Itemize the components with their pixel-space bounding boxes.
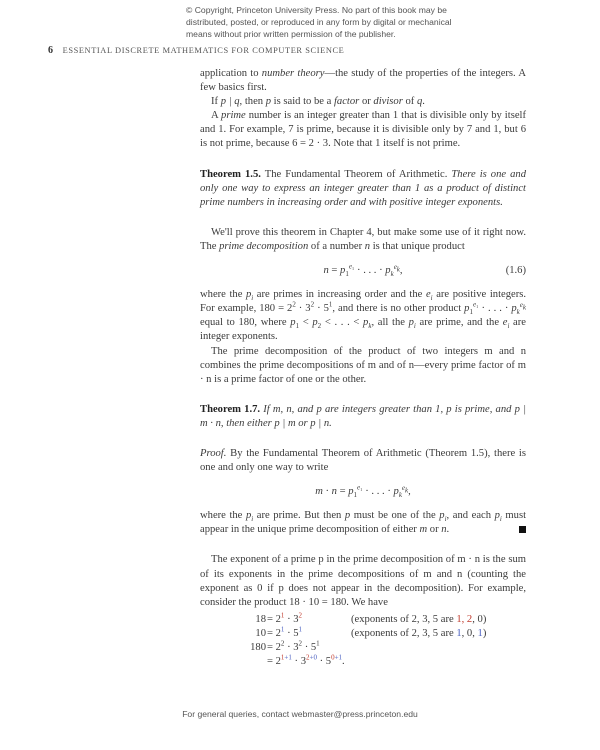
proof-label: Proof.	[200, 447, 227, 459]
theorem-1-5: Theorem 1.5. The Fundamental Theorem of Arithmetic. There is one and only one way to express an integer greater than 1 as a product of distinct prime numbers in increasing order and with positive integer exponents.	[200, 168, 526, 208]
theorem-1-7: Theorem 1.7. If m, n, and p are integers greater than 1, p is prime, and p | m · n, then either p | m or p | n.	[200, 403, 526, 429]
paragraph-exponent-sum: The exponent of a prime p in the prime decomposition of m · n is the sum of its exponents in the prime decompositions of m and n (counting the exponent as 0 if p does not appear in the decomposition). For example, consider the product 18 · 10 = 180. We have	[200, 554, 526, 608]
paragraph-product-decomposition: The prime decomposition of the product of two integers m and n combines the prime decompositions of m and of n—every prime factor of m · n is a prime factor of one or the other.	[200, 345, 526, 385]
copyright-line-1: © Copyright, Princeton University Press. No part of this book may be	[186, 5, 447, 15]
paragraph-intro: application to number theory—the study of the properties of the integers. A few basics first.	[200, 68, 527, 94]
book-title: ESSENTIAL DISCRETE MATHEMATICS FOR COMPUTER SCIENCE	[62, 46, 345, 55]
paragraph-decomposition-example: where the $p_i$ are primes in increasing order and the $e_i$ are positive integers. For example, $180 = 2^2 \cdot 3^2 \cdot 5^1$, and there is no other product $p_1^{e_1}$ · . . . · $p_k^{e_k}$ equal to 180, where $p_1 < p_2$ < . . . < $p_k$, all the $p_i$ are prime, and the $e_i$ are integer exponents.	[200, 289, 527, 343]
page-body	[200, 67, 526, 610]
copyright-notice	[186, 4, 486, 40]
copyright-line-3: means without prior written permission of the publisher.	[186, 29, 396, 39]
paragraph-proof-end: where the $p_i$ are prime. But then p must be one of the $p_i$, and each $p_i$ must appear in the unique prime decomposition of either m or n.	[200, 510, 527, 536]
equation-number: (1.6)	[505, 265, 526, 277]
theorem-label: Theorem 1.7.	[200, 403, 261, 415]
paragraph-prime-decomposition: We'll prove this theorem in Chapter 4, but make some use of it right now. The prime decomposition of a number n is that unique product	[200, 226, 526, 252]
paragraph-factor-definition: If p | q, then p is said to be a factor or divisor of q.	[211, 96, 425, 108]
copyright-line-2: distributed, posted, or reproduced in any form by digital or mechanical	[186, 17, 452, 27]
running-head	[48, 45, 344, 56]
page-number: 6	[48, 45, 54, 56]
theorem-label: Theorem 1.5.	[200, 168, 261, 180]
footer-contact: For general queries, contact webmaster@press.princeton.edu	[182, 709, 418, 719]
qed-square-icon	[519, 526, 526, 533]
paragraph-prime-definition: A prime number is an integer greater than 1 that is divisible only by itself and 1. For example, 7 is prime, because it is divisible only by 7 and 1, but 6 is not prime, because 6 = 2 · 3. Note that 1 itself is not prime.	[200, 110, 526, 150]
equation-mn: $m \cdot n = p_1^{e_1}$ · . . . · $p_k^{e_k}$,	[315, 483, 411, 500]
proof: Proof. By the Fundamental Theorem of Arithmetic (Theorem 1.5), there is one and only one way to write	[200, 447, 526, 474]
equation-1-6: $n = p_1^{e_1}$ · . . . · $p_k^{e_k}$, (1.6)	[323, 262, 526, 279]
